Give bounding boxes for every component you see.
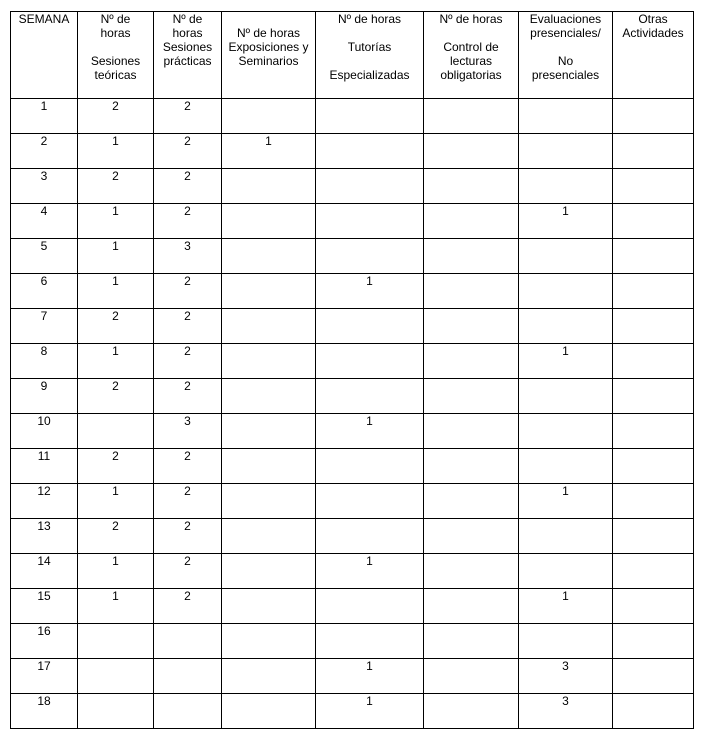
hours-cell [154, 624, 222, 659]
hours-cell [316, 519, 424, 554]
cell-value: 2 [184, 484, 191, 498]
week-number-cell [11, 99, 78, 134]
hours-cell [519, 449, 613, 484]
hours-cell [154, 694, 222, 729]
hours-cell [78, 449, 154, 484]
hours-cell [78, 624, 154, 659]
hours-cell [222, 624, 316, 659]
hours-cell [613, 344, 694, 379]
hours-cell [78, 694, 154, 729]
hours-cell [613, 134, 694, 169]
header-line: lecturas [449, 54, 493, 68]
hours-cell [154, 589, 222, 624]
hours-cell [424, 239, 519, 274]
cell-value: 2 [112, 379, 119, 393]
hours-cell [519, 344, 613, 379]
header-line [222, 12, 315, 26]
header-line: obligatorias [440, 68, 502, 82]
hours-cell [316, 309, 424, 344]
cell-value: 12 [37, 484, 51, 498]
header-line [316, 54, 423, 68]
cell-value: 1 [562, 344, 569, 358]
hours-cell [222, 414, 316, 449]
table-row [11, 274, 694, 309]
cell-value: 9 [40, 379, 48, 393]
header-line: Nº de [100, 12, 131, 26]
hours-cell [613, 414, 694, 449]
hours-cell [519, 694, 613, 729]
week-number-cell [11, 169, 78, 204]
cell-value: 1 [112, 274, 119, 288]
cell-value: 5 [40, 239, 48, 253]
weekly-schedule-table [10, 11, 694, 729]
hours-cell [613, 379, 694, 414]
cell-value: 1 [562, 484, 569, 498]
header-tutorias-especializadas [316, 12, 424, 99]
cell-value: 1 [112, 204, 119, 218]
cell-value: 2 [184, 379, 191, 393]
hours-cell [519, 554, 613, 589]
cell-value: 2 [184, 554, 191, 568]
header-line: No [557, 54, 574, 68]
header-line [424, 26, 518, 40]
hours-cell [316, 589, 424, 624]
header-sesiones-teoricas [78, 12, 154, 99]
week-number-cell [11, 204, 78, 239]
cell-value: 2 [184, 449, 191, 463]
hours-cell [154, 134, 222, 169]
hours-cell [316, 624, 424, 659]
hours-cell [613, 99, 694, 134]
hours-cell [222, 554, 316, 589]
hours-cell [519, 309, 613, 344]
hours-cell [154, 449, 222, 484]
header-line: presenciales [531, 68, 600, 82]
hours-cell [316, 344, 424, 379]
cell-value: 2 [184, 169, 191, 183]
table-row [11, 169, 694, 204]
hours-cell [613, 169, 694, 204]
hours-cell [424, 379, 519, 414]
header-line: horas [100, 26, 131, 40]
hours-cell [78, 414, 154, 449]
hours-cell [519, 274, 613, 309]
hours-cell [154, 659, 222, 694]
hours-cell [316, 169, 424, 204]
hours-cell [613, 554, 694, 589]
hours-cell [78, 344, 154, 379]
table-row [11, 344, 694, 379]
header-exposiciones-seminarios [222, 12, 316, 99]
hours-cell [222, 239, 316, 274]
table-row [11, 414, 694, 449]
header-line: Sesiones [162, 40, 213, 54]
hours-cell [222, 484, 316, 519]
hours-cell [613, 239, 694, 274]
hours-cell [154, 309, 222, 344]
header-semana [11, 12, 78, 99]
hours-cell [78, 274, 154, 309]
week-number-cell [11, 519, 78, 554]
hours-cell [154, 274, 222, 309]
header-sesiones-practicas [154, 12, 222, 99]
hours-cell [222, 589, 316, 624]
hours-cell [154, 169, 222, 204]
hours-cell [519, 169, 613, 204]
hours-cell [222, 659, 316, 694]
week-number-cell [11, 344, 78, 379]
hours-cell [316, 274, 424, 309]
hours-cell [519, 204, 613, 239]
hours-cell [519, 519, 613, 554]
week-number-cell [11, 414, 78, 449]
header-line: Otras [638, 12, 668, 26]
hours-cell [316, 659, 424, 694]
cell-value: 2 [184, 99, 191, 113]
header-line: Nº de horas [439, 12, 503, 26]
header-line: Nº de horas [337, 12, 402, 26]
hours-cell [424, 309, 519, 344]
hours-cell [519, 134, 613, 169]
cell-value: 1 [112, 589, 119, 603]
header-line: Evaluaciones [529, 12, 602, 26]
hours-cell [424, 659, 519, 694]
header-line: Nº de [172, 12, 203, 26]
hours-cell [424, 274, 519, 309]
header-line: horas [172, 26, 203, 40]
hours-cell [316, 554, 424, 589]
hours-cell [316, 414, 424, 449]
cell-value: 4 [40, 204, 48, 218]
hours-cell [316, 204, 424, 239]
hours-cell [424, 344, 519, 379]
table-row [11, 589, 694, 624]
week-number-cell [11, 309, 78, 344]
hours-cell [519, 239, 613, 274]
table-row [11, 449, 694, 484]
hours-cell [424, 414, 519, 449]
cell-value: 2 [184, 589, 191, 603]
cell-value: 1 [366, 414, 373, 428]
cell-value: 1 [366, 554, 373, 568]
header-line: Especializadas [329, 68, 410, 82]
hours-cell [613, 204, 694, 239]
hours-cell [222, 99, 316, 134]
hours-cell [222, 449, 316, 484]
hours-cell [519, 589, 613, 624]
header-line: presenciales/ [530, 26, 601, 40]
week-number-cell [11, 239, 78, 274]
cell-value: 7 [40, 309, 48, 323]
hours-cell [222, 344, 316, 379]
hours-cell [154, 484, 222, 519]
cell-value: 2 [184, 344, 191, 358]
hours-cell [78, 554, 154, 589]
table-row [11, 554, 694, 589]
header-line: Seminarios [238, 54, 299, 68]
hours-cell [78, 659, 154, 694]
hours-cell [613, 519, 694, 554]
hours-cell [613, 589, 694, 624]
cell-value: 2 [112, 169, 119, 183]
hours-cell [519, 414, 613, 449]
table-row [11, 309, 694, 344]
cell-value: 11 [37, 449, 51, 463]
cell-value: 1 [562, 589, 569, 603]
hours-cell [613, 274, 694, 309]
cell-value: 6 [40, 274, 48, 288]
hours-cell [78, 204, 154, 239]
week-number-cell [11, 379, 78, 414]
hours-cell [519, 379, 613, 414]
hours-cell [613, 624, 694, 659]
cell-value: 16 [37, 624, 51, 638]
hours-cell [222, 694, 316, 729]
hours-cell [424, 484, 519, 519]
header-line: SEMANA [18, 12, 70, 26]
hours-cell [78, 134, 154, 169]
hours-cell [78, 309, 154, 344]
hours-cell [316, 134, 424, 169]
hours-cell [424, 624, 519, 659]
cell-value: 15 [37, 589, 51, 603]
week-number-cell [11, 659, 78, 694]
hours-cell [316, 694, 424, 729]
header-line: Control de [443, 40, 499, 54]
hours-cell [78, 169, 154, 204]
hours-cell [424, 99, 519, 134]
hours-cell [424, 554, 519, 589]
hours-cell [154, 554, 222, 589]
hours-cell [154, 239, 222, 274]
header-line: prácticas [163, 54, 212, 68]
week-number-cell [11, 624, 78, 659]
hours-cell [424, 519, 519, 554]
cell-value: 2 [112, 449, 119, 463]
hours-cell [78, 589, 154, 624]
hours-cell [154, 379, 222, 414]
week-number-cell [11, 554, 78, 589]
cell-value: 1 [562, 204, 569, 218]
cell-value: 3 [184, 414, 191, 428]
header-line: Actividades [622, 26, 684, 40]
hours-cell [78, 379, 154, 414]
cell-value: 1 [366, 659, 373, 673]
week-number-cell [11, 484, 78, 519]
table-row [11, 694, 694, 729]
table-row [11, 484, 694, 519]
cell-value: 2 [184, 134, 191, 148]
cell-value: 2 [112, 309, 119, 323]
cell-value: 1 [112, 239, 119, 253]
hours-cell [78, 99, 154, 134]
table-body [11, 99, 694, 729]
week-number-cell [11, 274, 78, 309]
hours-cell [613, 309, 694, 344]
hours-cell [154, 204, 222, 239]
week-number-cell [11, 694, 78, 729]
hours-cell [316, 449, 424, 484]
header-line: Nº de horas [236, 26, 301, 40]
cell-value: 2 [184, 519, 191, 533]
hours-cell [424, 589, 519, 624]
hours-cell [519, 624, 613, 659]
header-line: Tutorías [347, 40, 392, 54]
hours-cell [222, 519, 316, 554]
hours-cell [519, 99, 613, 134]
hours-cell [222, 274, 316, 309]
cell-value: 2 [112, 519, 119, 533]
table-row [11, 204, 694, 239]
header-evaluaciones [519, 12, 613, 99]
hours-cell [424, 134, 519, 169]
header-line: Sesiones [90, 54, 141, 68]
hours-cell [424, 694, 519, 729]
cell-value: 1 [112, 344, 119, 358]
hours-cell [154, 344, 222, 379]
header-line [519, 40, 612, 54]
hours-cell [154, 519, 222, 554]
cell-value: 1 [112, 134, 119, 148]
cell-value: 1 [265, 134, 272, 148]
cell-value: 8 [40, 344, 48, 358]
cell-value: 3 [40, 169, 48, 183]
hours-cell [316, 484, 424, 519]
cell-value: 10 [37, 414, 51, 428]
hours-cell [519, 659, 613, 694]
cell-value: 1 [366, 694, 373, 708]
header-row [11, 12, 694, 99]
hours-cell [78, 484, 154, 519]
hours-cell [424, 449, 519, 484]
table-row [11, 519, 694, 554]
hours-cell [316, 239, 424, 274]
hours-cell [613, 659, 694, 694]
hours-cell [424, 204, 519, 239]
cell-value: 14 [37, 554, 51, 568]
table-row [11, 624, 694, 659]
cell-value: 2 [184, 274, 191, 288]
hours-cell [78, 519, 154, 554]
hours-cell [424, 169, 519, 204]
cell-value: 1 [112, 554, 119, 568]
cell-value: 3 [562, 694, 569, 708]
hours-cell [316, 379, 424, 414]
cell-value: 2 [112, 99, 119, 113]
cell-value: 3 [184, 239, 191, 253]
table-row [11, 99, 694, 134]
hours-cell [222, 169, 316, 204]
hours-cell [222, 309, 316, 344]
hours-cell [222, 204, 316, 239]
header-control-lecturas [424, 12, 519, 99]
table-row [11, 239, 694, 274]
hours-cell [222, 379, 316, 414]
cell-value: 13 [37, 519, 51, 533]
table-row [11, 134, 694, 169]
header-line: teóricas [94, 68, 137, 82]
hours-cell [154, 414, 222, 449]
week-number-cell [11, 449, 78, 484]
hours-cell [154, 99, 222, 134]
week-number-cell [11, 589, 78, 624]
cell-value: 2 [40, 134, 48, 148]
cell-value: 2 [184, 204, 191, 218]
header-otras-actividades [613, 12, 694, 99]
header-line [78, 40, 153, 54]
table-row [11, 379, 694, 414]
cell-value: 17 [37, 659, 51, 673]
hours-cell [613, 484, 694, 519]
header-line [316, 26, 423, 40]
cell-value: 1 [366, 274, 373, 288]
cell-value: 2 [184, 309, 191, 323]
hours-cell [78, 239, 154, 274]
hours-cell [613, 449, 694, 484]
hours-cell [316, 99, 424, 134]
header-line: Exposiciones y [228, 40, 309, 54]
cell-value: 1 [112, 484, 119, 498]
cell-value: 18 [37, 694, 51, 708]
cell-value: 3 [562, 659, 569, 673]
week-number-cell [11, 134, 78, 169]
hours-cell [222, 134, 316, 169]
hours-cell [613, 694, 694, 729]
cell-value: 1 [40, 99, 48, 113]
hours-cell [519, 484, 613, 519]
table-row [11, 659, 694, 694]
